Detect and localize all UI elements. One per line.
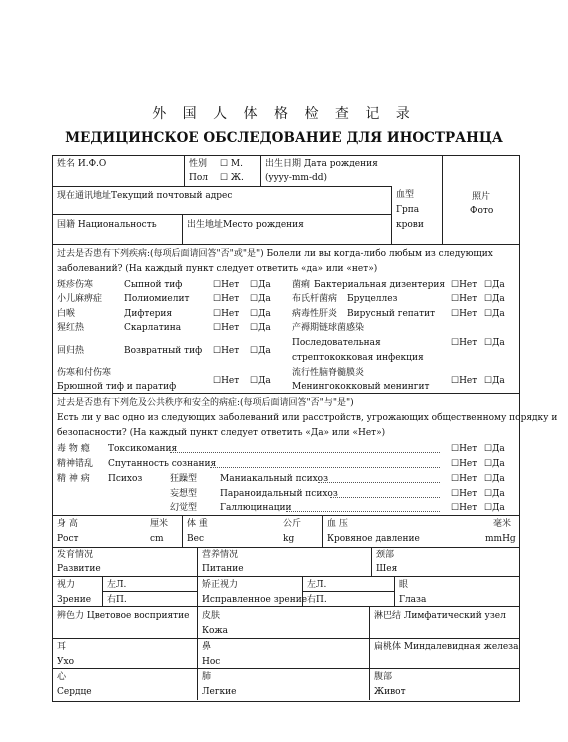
color-perception-label: 辨色力 Цветовое восприятие [57, 611, 190, 621]
skin-label-ru: Кожа [202, 626, 229, 636]
no-checkbox[interactable]: ☐Нет [451, 474, 478, 484]
yes-checkbox[interactable]: ☐Да [484, 444, 505, 454]
no-checkbox[interactable]: ☐Нет [451, 503, 478, 513]
nutrition-label-ru: Питание [202, 564, 244, 574]
no-checkbox[interactable]: ☐Нет [451, 444, 478, 454]
mental-intro-3: безопасности? (На каждый пункт следует ответить «Да» или «Нет») [57, 428, 386, 438]
psychosis-sub-cn: 妄想型 [170, 489, 198, 499]
yes-checkbox[interactable]: ☐Да [484, 459, 505, 469]
birthdate-label: 出生日期 Дата рождения [265, 159, 378, 169]
title-russian: МЕДИЦИНСКОЕ ОБСЛЕДОВАНИЕ ДЛЯ ИНОСТРАНЦА [65, 130, 503, 146]
skin-label-cn: 皮肤 [202, 611, 221, 621]
blood-pressure-label-ru: Кровяное давление [327, 534, 420, 544]
disease-cn: 布氏杆菌病 [292, 294, 338, 304]
mental-intro-2: Есть ли у вас одно из следующих заболеваний или расстройств, угрожающих общественному порядку и [57, 413, 558, 423]
birthplace-label: 出生地址Место рождения [187, 220, 304, 230]
no-checkbox[interactable]: ☐Нет [451, 280, 478, 290]
disease-ru: Сыпной тиф [124, 280, 183, 290]
mental-intro-1: 过去是否患有下列危及公共秩序和安全的病症:(每项后面请回答"否"与"是") [57, 398, 354, 408]
yes-checkbox[interactable]: ☐Да [484, 294, 505, 304]
eyes-label-ru: Глаза [399, 595, 427, 605]
toxicomania-cn: 毒 物 瘾 [57, 444, 90, 454]
no-checkbox[interactable]: ☐Нет [213, 280, 240, 290]
tonsil-label: 扁桃体 Миндалевидная железа [374, 642, 519, 652]
yes-checkbox[interactable]: ☐Да [484, 309, 505, 319]
nose-label-ru: Нос [202, 657, 221, 667]
bp-unit-cn: 毫米 [493, 519, 512, 529]
development-label-ru: Развитие [57, 564, 101, 574]
vision-label-cn: 视力 [57, 580, 76, 590]
disease-ru: Скарлатина [124, 323, 182, 333]
blood-type-label-2: Грпа [396, 205, 420, 215]
disease-cn: 小儿麻痹症 [57, 294, 103, 304]
yes-checkbox[interactable]: ☐Да [250, 280, 271, 290]
heart-label-ru: Сердце [57, 687, 92, 697]
lung-label-ru: Легкие [202, 687, 237, 697]
no-checkbox[interactable]: ☐Нет [213, 294, 240, 304]
blood-pressure-label-cn: 血 压 [327, 519, 348, 529]
abdomen-label-ru: Живот [374, 687, 406, 697]
psychosis-sub-cn: 狂躁型 [170, 474, 198, 484]
diseases-intro-2: заболеваний? (На каждый пункт следует ответить «да» или «нет») [57, 264, 378, 274]
no-checkbox[interactable]: ☐Нет [451, 376, 478, 386]
no-checkbox[interactable]: ☐Нет [451, 338, 478, 348]
vision-label-ru: Зрение [57, 595, 92, 605]
disease-ru: Полиомиелит [124, 294, 190, 304]
psychosis-cn: 精 神 病 [57, 474, 90, 484]
disease-cn: 伤寒和付伤寒 [57, 368, 112, 378]
no-checkbox[interactable]: ☐Нет [451, 294, 478, 304]
female-checkbox[interactable]: ☐ Ж. [220, 173, 244, 183]
male-checkbox[interactable]: ☐ М. [220, 159, 244, 169]
yes-checkbox[interactable]: ☐Да [484, 338, 505, 348]
sex-label-ru: Пол [189, 173, 208, 183]
no-checkbox[interactable]: ☐Нет [213, 309, 240, 319]
photo-label-ru: Фото [470, 206, 494, 216]
corrected-vision-label-ru: Исправленное зрение [202, 595, 308, 605]
height-label-cn: 身 高 [57, 519, 78, 529]
neck-label-ru: Шея [376, 564, 398, 574]
disease-cn: 猩红热 [57, 323, 85, 333]
yes-checkbox[interactable]: ☐Да [484, 280, 505, 290]
disease-ru: стрептококковая инфекция [292, 353, 424, 363]
weight-label-ru: Вес [187, 534, 204, 544]
psychosis-sub-cn: 幻觉型 [170, 503, 198, 513]
disease-ru: Бактериальная дизентерия [314, 280, 446, 290]
photo-label-cn: 照片 [472, 192, 491, 202]
no-checkbox[interactable]: ☐Нет [451, 489, 478, 499]
disease-ru: Бруцеллез [347, 294, 398, 304]
eyes-label-cn: 眼 [399, 580, 409, 590]
disease-cn: 菌痢 [292, 280, 311, 290]
yes-checkbox[interactable]: ☐Да [250, 376, 271, 386]
disease-ru: Последовательная [292, 338, 381, 348]
heart-label-cn: 心 [57, 672, 67, 682]
vision-right-label: 右П. [107, 595, 127, 605]
title-chinese: 外 国 人 体 格 检 查 记 录 [152, 106, 416, 122]
disease-cn: 流行性脑脊髓膜炎 [292, 368, 365, 378]
psychosis-ru: Психоз [108, 474, 143, 484]
blood-type-label-3: крови [396, 220, 424, 230]
toxicomania-ru: Токсикомания [108, 444, 178, 454]
no-checkbox[interactable]: ☐Нет [213, 346, 240, 356]
corrected-left-label: 左Л. [307, 580, 327, 590]
disease-cn: 病毒性肝炎 [292, 309, 338, 319]
development-label-cn: 发育情况 [57, 550, 94, 560]
bp-unit-ru: mmHg [485, 534, 516, 544]
no-checkbox[interactable]: ☐Нет [213, 323, 240, 333]
confusion-cn: 精神错乱 [57, 459, 94, 469]
yes-checkbox[interactable]: ☐Да [250, 309, 271, 319]
birthdate-format: (yyyy-mm-dd) [265, 173, 328, 183]
weight-label-cn: 体 重 [187, 519, 208, 529]
yes-checkbox[interactable]: ☐Да [484, 474, 505, 484]
corrected-vision-label-cn: 矫正视力 [202, 580, 239, 590]
lymph-node-label: 淋巴结 Лимфатический узел [374, 611, 506, 621]
yes-checkbox[interactable]: ☐Да [484, 503, 505, 513]
height-unit-cn: 厘米 [150, 519, 169, 529]
sex-label-cn: 性别 [189, 159, 208, 169]
yes-checkbox[interactable]: ☐Да [250, 323, 271, 333]
no-checkbox[interactable]: ☐Нет [451, 309, 478, 319]
no-checkbox[interactable]: ☐Нет [451, 459, 478, 469]
no-checkbox[interactable]: ☐Нет [213, 376, 240, 386]
yes-checkbox[interactable]: ☐Да [484, 489, 505, 499]
corrected-right-label: 右П. [307, 595, 327, 605]
disease-cn: 白喉 [57, 309, 76, 319]
nose-label-cn: 鼻 [202, 642, 212, 652]
weight-unit-cn: 公斤 [283, 519, 302, 529]
psychosis-sub-ru: Маниакальный психоз [220, 474, 329, 484]
disease-cn: 回归热 [57, 346, 85, 356]
abdomen-label-cn: 腹部 [374, 672, 393, 682]
blood-type-label-1: 血型 [396, 190, 415, 200]
address-label: 现在通讯地址Текущий почтовый адрес [57, 191, 233, 201]
confusion-ru: Спутанность сознания [108, 459, 217, 469]
disease-ru: Возвратный тиф [124, 346, 203, 356]
neck-label-cn: 颈部 [376, 550, 395, 560]
ear-label-cn: 耳 [57, 642, 67, 652]
disease-ru: Брюшной тиф и паратиф [57, 382, 177, 392]
disease-ru: Вирусный гепатит [347, 309, 436, 319]
disease-cn: 斑疹伤寒 [57, 280, 94, 290]
yes-checkbox[interactable]: ☐Да [484, 376, 505, 386]
ear-label-ru: Ухо [57, 657, 74, 667]
nutrition-label-cn: 营养情况 [202, 550, 239, 560]
vision-left-label: 左Л. [107, 580, 127, 590]
disease-cn: 产褥期链球菌感染 [292, 323, 365, 333]
height-unit-ru: cm [150, 534, 164, 544]
disease-ru: Менингококковый менингит [292, 382, 430, 392]
lung-label-cn: 肺 [202, 672, 212, 682]
diseases-intro-1: 过去是否患有下列疾病:(每项后面请回答"否"或"是") Болели ли вы когда-либо любым из следующих [57, 249, 493, 259]
psychosis-sub-ru: Галлюцинации [220, 503, 292, 513]
yes-checkbox[interactable]: ☐Да [250, 346, 271, 356]
nationality-label: 国籍 Национальность [57, 220, 157, 230]
disease-ru: Дифтерия [124, 309, 173, 319]
yes-checkbox[interactable]: ☐Да [250, 294, 271, 304]
weight-unit-ru: kg [283, 534, 295, 544]
name-label: 姓名 И.Ф.О [57, 159, 107, 169]
height-label-ru: Рост [57, 534, 79, 544]
psychosis-sub-ru: Параноидальный психоз [220, 489, 338, 499]
